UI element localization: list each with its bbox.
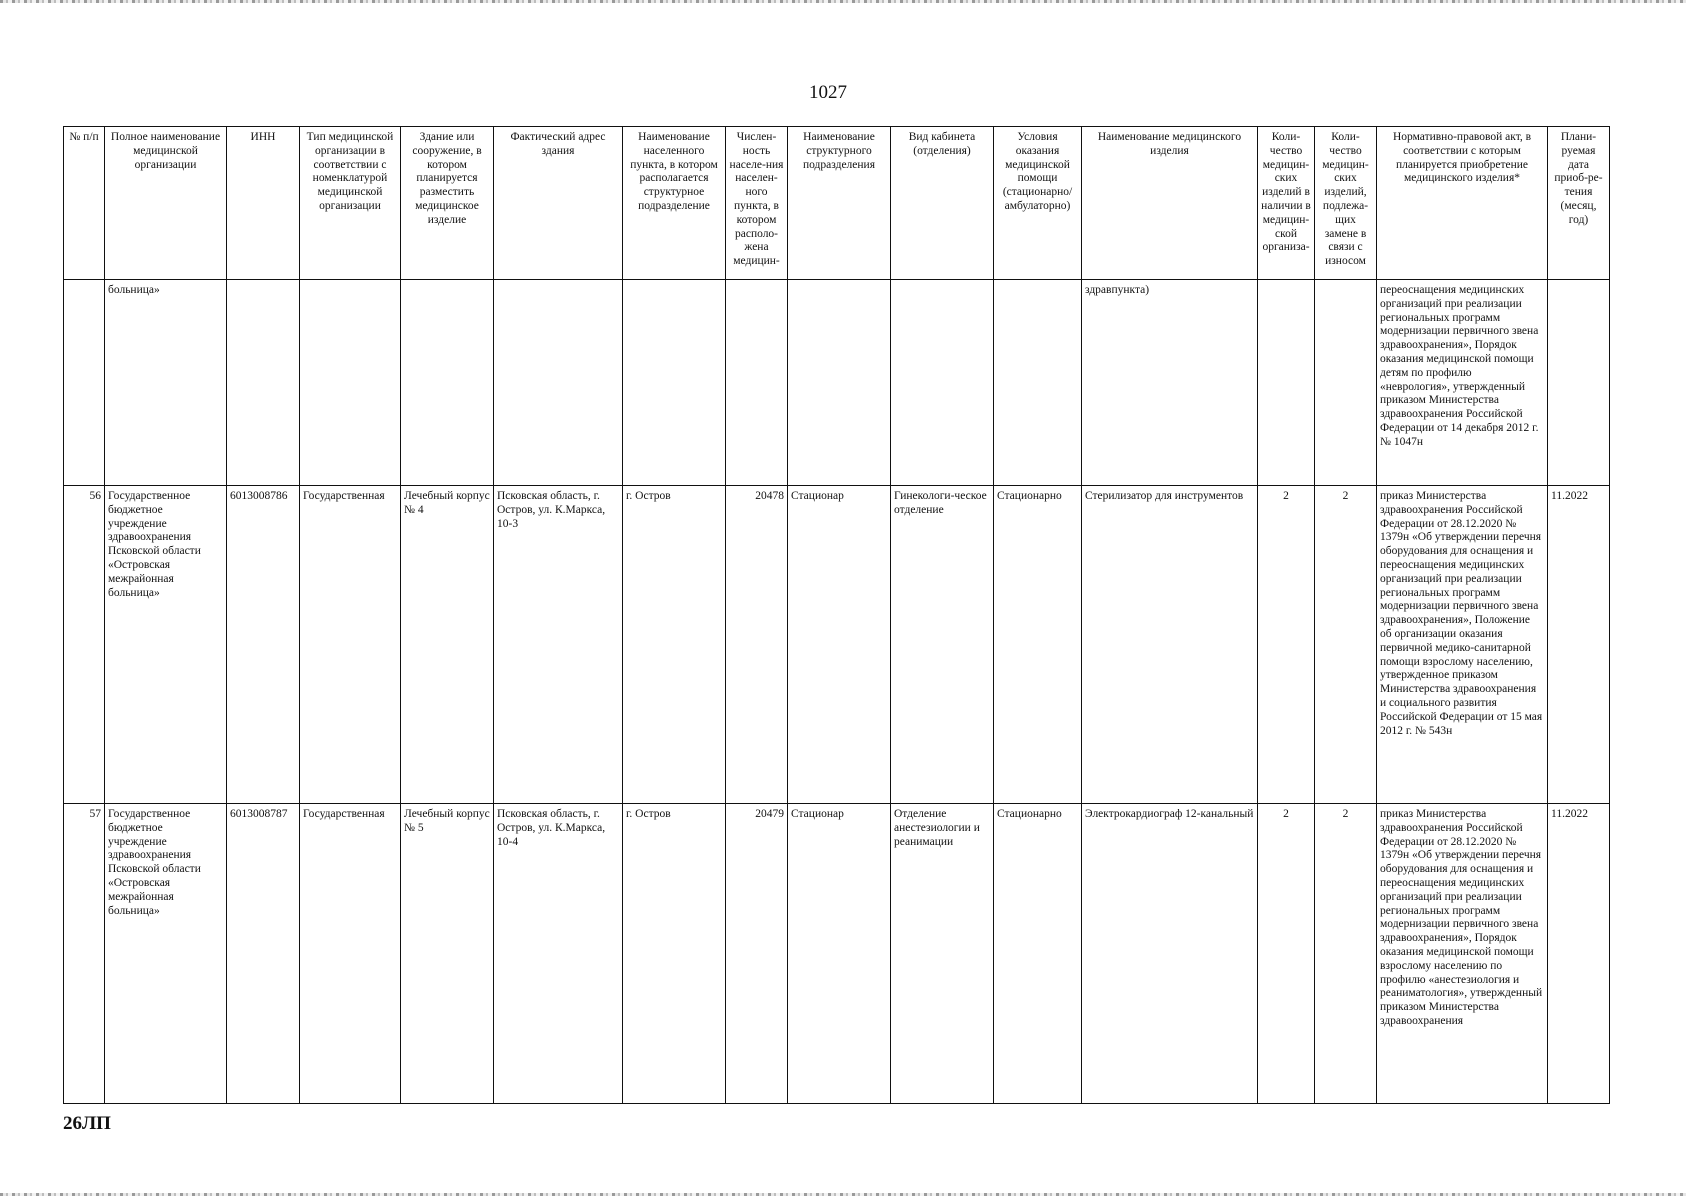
cell-act: приказ Министерства здравоохранения Российской Федерации от 28.12.2020 № 1379н «Об утверждении перечня оборудования для оснащения и переоснащения медицинских организаций при реализации региональных программ модернизации первичного звена здравоохранения», Положение об организации оказания первичной медико-санитарной помощи взрослому населению, утвержденное приказом Министерства здравоохранения и социального развития Российской Федерации от 15 мая 2012 г. № 543н	[1377, 486, 1548, 804]
cell-act: приказ Министерства здравоохранения Российской Федерации от 28.12.2020 № 1379н «Об утверждении перечня оборудования для оснащения и переоснащения медицинских организаций при реализации региональных программ модернизации первичного звена здравоохранения», Порядок оказания медицинской помощи взрослому населению по профилю «анестезиология и реаниматология», утвержденный приказом Министерства здравоохранения	[1377, 804, 1548, 1104]
cell-inn	[227, 280, 300, 486]
cell-locality: г. Остров	[623, 804, 726, 1104]
cell-qty-replace	[1315, 280, 1377, 486]
cell-conditions	[994, 280, 1082, 486]
cell-date: 11.2022	[1548, 486, 1610, 804]
cell-device: Стерилизатор для инструментов	[1082, 486, 1258, 804]
table-row	[64, 804, 1610, 1104]
scan-edge-top	[0, 0, 1686, 3]
header-cell-act: Нормативно-правовой акт, в соответствии с которым планируется приобретение медицинского изделия*	[1377, 127, 1548, 280]
header-cell-cabinet: Вид кабинета (отделения)	[891, 127, 994, 280]
document-code: 26ЛП	[63, 1113, 111, 1134]
cell-building: Лечебный корпус № 5	[401, 804, 494, 1104]
cell-unit: Стационар	[788, 486, 891, 804]
cell-num: 56	[64, 486, 105, 804]
cell-locality	[623, 280, 726, 486]
cell-cabinet: Отделение анестезиологии и реанимации	[891, 804, 994, 1104]
header-cell-population: Числен-ность населе-ния населен-ного пункта, в котором располо-жена медицин-	[726, 127, 788, 280]
cell-qty-available: 2	[1258, 486, 1315, 804]
cell-org-type	[300, 280, 401, 486]
header-cell-qty-replace: Коли-чество медицин-ских изделий, подлежа-щих замене в связи с износом	[1315, 127, 1377, 280]
cell-org-type: Государственная	[300, 804, 401, 1104]
header-cell-conditions: Условия оказания медицинской помощи (стационарно/ амбулаторно)	[994, 127, 1082, 280]
cell-inn: 6013008786	[227, 486, 300, 804]
cell-organization: Государственное бюджетное учреждение здравоохранения Псковской области «Островская межрайонная больница»	[105, 486, 227, 804]
cell-device: здравпункта)	[1082, 280, 1258, 486]
cell-population: 20479	[726, 804, 788, 1104]
cell-organization: больница»	[105, 280, 227, 486]
cell-inn: 6013008787	[227, 804, 300, 1104]
header-row	[64, 127, 1610, 280]
header-cell-locality: Наименование населенного пункта, в котором располагается структурное подразделение	[623, 127, 726, 280]
cell-date	[1548, 280, 1610, 486]
header-cell-address: Фактический адрес здания	[494, 127, 623, 280]
cell-date: 11.2022	[1548, 804, 1610, 1104]
cell-address: Псковская область, г. Остров, ул. К.Маркса, 10-3	[494, 486, 623, 804]
cell-qty-available	[1258, 280, 1315, 486]
header-cell-device: Наименование медицинского изделия	[1082, 127, 1258, 280]
header-cell-unit: Наименование структурного подразделения	[788, 127, 891, 280]
equipment-registry-table	[63, 126, 1610, 1104]
cell-organization: Государственное бюджетное учреждение здравоохранения Псковской области «Островская межрайонная больница»	[105, 804, 227, 1104]
cell-device: Электрокардиограф 12-канальный	[1082, 804, 1258, 1104]
header-cell-organization: Полное наименование медицинской организации	[105, 127, 227, 280]
cell-unit	[788, 280, 891, 486]
cell-cabinet	[891, 280, 994, 486]
cell-address: Псковская область, г. Остров, ул. К.Маркса, 10-4	[494, 804, 623, 1104]
table-row-continued	[64, 280, 1610, 486]
header-cell-date: Плани-руемая дата приоб-ре-тения (месяц, год)	[1548, 127, 1610, 280]
cell-num	[64, 280, 105, 486]
cell-num: 57	[64, 804, 105, 1104]
table-row	[64, 486, 1610, 804]
header-cell-qty-available: Коли-чество медицин-ских изделий в наличии в медицин-ской организа-	[1258, 127, 1315, 280]
cell-building: Лечебный корпус № 4	[401, 486, 494, 804]
cell-unit: Стационар	[788, 804, 891, 1104]
cell-cabinet: Гинекологи-ческое отделение	[891, 486, 994, 804]
header-cell-num: № п/п	[64, 127, 105, 280]
cell-population: 20478	[726, 486, 788, 804]
cell-building	[401, 280, 494, 486]
cell-org-type: Государственная	[300, 486, 401, 804]
cell-population	[726, 280, 788, 486]
header-cell-building: Здание или сооружение, в котором планируется разместить медицинское изделие	[401, 127, 494, 280]
scan-edge-bottom	[0, 1193, 1686, 1196]
page-number: 1027	[809, 82, 847, 103]
header-cell-org-type: Тип медицинской организации в соответствии с номенклатурой медицинской организации	[300, 127, 401, 280]
cell-qty-replace: 2	[1315, 486, 1377, 804]
cell-address	[494, 280, 623, 486]
cell-locality: г. Остров	[623, 486, 726, 804]
cell-act: переоснащения медицинских организаций при реализации региональных программ модернизации первичного звена здравоохранения», Порядок оказания медицинской помощи детям по профилю «неврология», утвержденный приказом Министерства здравоохранения Российской Федерации от 14 декабря 2012 г. № 1047н	[1377, 280, 1548, 486]
cell-conditions: Стационарно	[994, 486, 1082, 804]
cell-conditions: Стационарно	[994, 804, 1082, 1104]
cell-qty-available: 2	[1258, 804, 1315, 1104]
header-cell-inn: ИНН	[227, 127, 300, 280]
cell-qty-replace: 2	[1315, 804, 1377, 1104]
